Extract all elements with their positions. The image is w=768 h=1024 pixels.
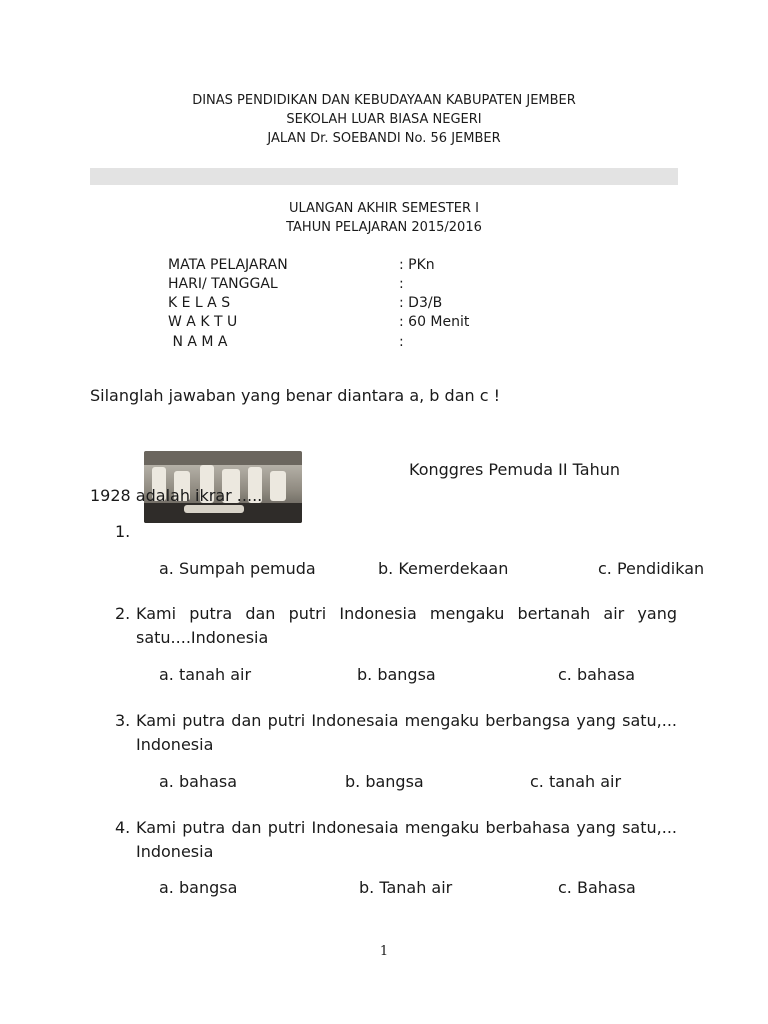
page-number: 1	[379, 944, 389, 959]
info-label: MATA PELAJARAN	[168, 257, 288, 273]
info-row-date	[168, 276, 588, 295]
q1-option-b: b. Kemerdekaan	[378, 559, 509, 578]
info-row-time	[168, 314, 588, 333]
q4-number: 4.	[115, 818, 131, 837]
info-value: : PKn	[399, 257, 435, 273]
info-value: : 60 Menit	[399, 314, 470, 330]
q3-number: 3.	[115, 711, 131, 730]
q1-option-c: c. Pendidikan	[598, 559, 705, 578]
info-value: :	[399, 276, 404, 292]
q1-number: 1.	[115, 522, 131, 541]
header-line-3: JALAN Dr. SOEBANDI No. 56 JEMBER	[267, 131, 501, 146]
instruction-text: Silanglah jawaban yang benar diantara a, b dan c !	[90, 386, 501, 405]
info-row-name	[168, 334, 588, 353]
q3-option-c: c. tanah air	[530, 772, 622, 791]
q1-option-a: a. Sumpah pemuda	[159, 559, 316, 578]
q4-option-b: b. Tanah air	[359, 878, 453, 897]
exam-title-2: TAHUN PELAJARAN 2015/2016	[286, 220, 482, 235]
header-line-1: DINAS PENDIDIKAN DAN KEBUDAYAAN KABUPATEN JEMBER	[192, 93, 576, 108]
info-label: K E L A S	[168, 295, 231, 311]
info-label: HARI/ TANGGAL	[168, 276, 278, 292]
q1-text-part2: 1928 adalah ikrar .....	[90, 486, 263, 505]
q4-option-a: a. bangsa	[159, 878, 238, 897]
q2-text: Kami putra dan putri Indonesia mengaku bertanah air yang satu....Indonesia	[136, 604, 677, 647]
q3-text: Kami putra dan putri Indonesaia mengaku berbangsa yang satu,... Indonesia	[136, 711, 677, 754]
q1-text-part1: Konggres Pemuda II Tahun	[409, 460, 620, 479]
header-divider-bar	[90, 168, 678, 185]
info-row-class	[168, 295, 588, 314]
q4-option-c: c. Bahasa	[558, 878, 636, 897]
info-row-subject	[168, 257, 588, 276]
header-line-2: SEKOLAH LUAR BIASA NEGERI	[286, 112, 482, 127]
info-value: :	[399, 334, 404, 350]
q2-number: 2.	[115, 604, 131, 623]
exam-title-1: ULANGAN AKHIR SEMESTER I	[289, 201, 479, 216]
q3-option-b: b. bangsa	[345, 772, 424, 791]
info-label: N A M A	[168, 334, 228, 350]
q2-option-a: a. tanah air	[159, 665, 252, 684]
info-value: : D3/B	[399, 295, 443, 311]
q2-option-c: c. bahasa	[558, 665, 636, 684]
info-label: W A K T U	[168, 314, 238, 330]
q2-option-b: b. bangsa	[357, 665, 436, 684]
q3-option-a: a. bahasa	[159, 772, 238, 791]
q4-text: Kami putra dan putri Indonesaia mengaku berbahasa yang satu,... Indonesia	[136, 818, 677, 861]
